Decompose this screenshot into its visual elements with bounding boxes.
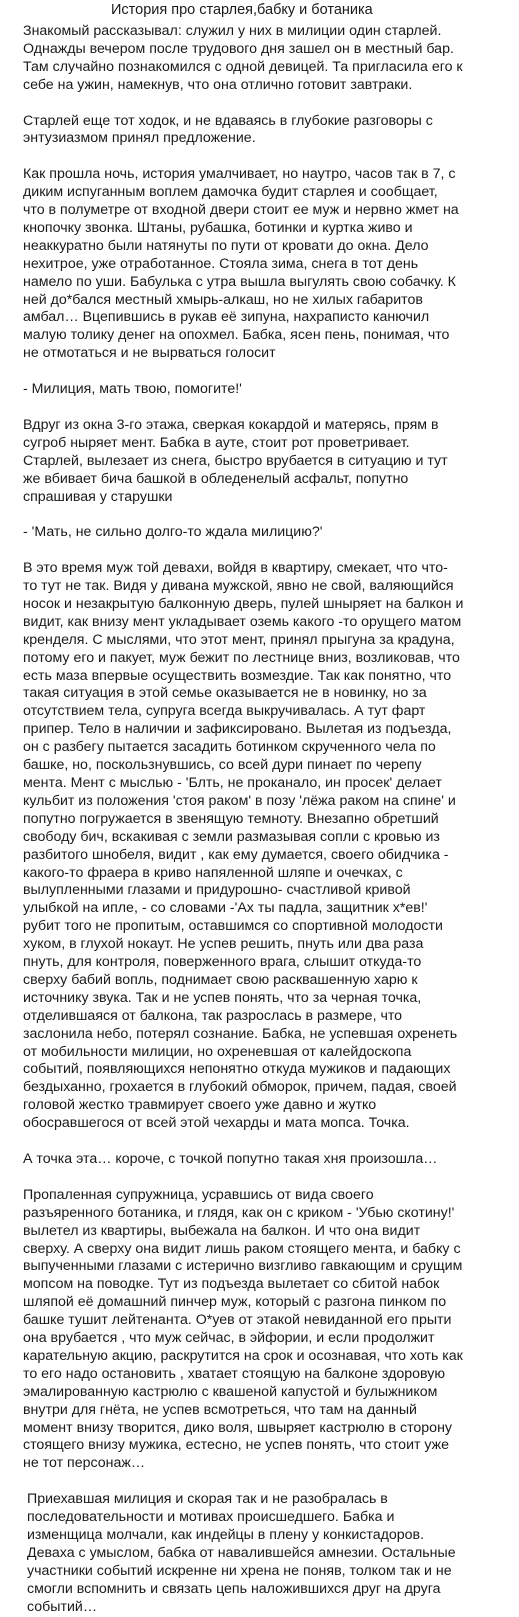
text-line: отсутствием тела, супруга всегда выкручивалась. А тут фарт — [23, 703, 426, 720]
text-line: свободу бич, вскакивая с земли размазывая сопли с кровью из — [23, 828, 440, 845]
text-line: головой жестко травмирует своего уже давно и жутко — [23, 1097, 377, 1114]
text-line: кульбит из положения 'стоя раком' в позу 'лёжа раком на спине' и — [23, 792, 456, 809]
story-body — [23, 23, 509, 1617]
text-line: сугроб ныряет мент. Бабка в ауте, стоит рот проветривает. — [23, 434, 410, 451]
text-line: изменщица молчали, как индейцы в плену у конкистадоров. — [27, 1526, 425, 1543]
text-line: энтузиазмом принял предложение. — [23, 130, 256, 147]
text-line: Старлей, вылезает из снега, быстро врубается в ситуацию и тут — [23, 452, 448, 469]
story-paragraph — [23, 1187, 509, 1474]
text-line: бездыханно, грохается в глубокий обморок, причем, падая, своей — [23, 1079, 457, 1096]
text-line: башке, но, поскользнувшись, со всей дури пинает по черепу — [23, 757, 422, 774]
text-line: нехитрое, уже отработанное. Стояла зима, снега в тот день — [23, 255, 419, 272]
text-line: Вдруг из окна 3-го этажа, сверкая кокардой и матерясь, прям в — [23, 416, 439, 433]
story-paragraph — [23, 113, 509, 149]
text-line: он с разбегу пытается засадить ботинком скрученного чела по — [23, 739, 436, 756]
text-line: момент внизу творится, дико воля, швыряет кастрюлю в сторону — [23, 1419, 453, 1436]
text-line: она врубается , что муж сейчас, в эйфории, и если продолжит — [23, 1330, 435, 1347]
text-line: видит, как внизу мент укладывает оземь какого -то орущего матом — [23, 613, 462, 630]
text-line: амбал… Вцепившись в рукав её зипуна, нахраписто канючил — [23, 309, 430, 326]
text-line: такая ситуация в этой семье оказывается не в новинку, но за — [23, 685, 427, 702]
text-line: заслонила небо, потерял сознание. Бабка, не успевшая охренеть — [23, 1025, 458, 1042]
story-paragraph — [23, 524, 509, 542]
text-line: Знакомый рассказывал: служил у них в милиции один старлей. — [23, 23, 442, 39]
text-line: неаккуратно были натянуты по пути от кровати до окна. Дело — [23, 237, 429, 254]
text-line: смогли вспомнить и связать цепь наложившихся друг на друга — [27, 1580, 441, 1597]
text-line: карательную акцию, раскрутится на срок и осознавая, что хоть как — [23, 1347, 463, 1364]
text-line: улыбкой на ипле, - со словами -'Ах ты падла, защитник х*ев!' — [23, 900, 428, 917]
story-paragraph — [23, 23, 509, 95]
text-line: пнуть, для контроля, поверженного врага, слышит откуда-то — [23, 954, 422, 971]
story-paragraph — [23, 417, 509, 507]
story-title: История про старлея,бабку и ботаника — [111, 2, 373, 18]
text-line: не отмотаться и не вырваться голосит — [23, 345, 276, 362]
text-line: хуком, в глухой нокаут. Не успев решить, пнуть или два раза — [23, 936, 424, 953]
text-line: от мобильности милиции, но охреневшая от калейдоскопа — [23, 1043, 412, 1060]
text-line: внутри для гнёта, не успев всмотреться, что там на данный — [23, 1401, 417, 1418]
text-line: - 'Мать, не сильно долго-то ждала милицию?' — [23, 524, 323, 541]
text-line: Деваха с умыслом, бабка от навалившейся амнезии. Остальные — [27, 1544, 456, 1561]
text-line: кренделя. С мыслями, что этот мент, принял прыгуна за крадуна, — [23, 631, 455, 648]
text-line: мента. Мент с мыслью - 'Блть, не проканало, ин просек' делает — [23, 774, 442, 791]
text-line: какого-то фраера в криво напяленной шляпе и очечках, с — [23, 864, 403, 881]
text-line: башке тушит лейтенанта. О*уев от этакой невиданной его прыти — [23, 1312, 452, 1329]
text-line: А точка эта… короче, с точкой попутно такая хня произошла… — [23, 1150, 438, 1167]
text-line: Старлей еще тот ходок, и не вдаваясь в глубокие разговоры с — [23, 112, 433, 129]
text-line: сверху бабий вопль, поднимает свою расквашенную харю к — [23, 971, 418, 988]
text-line: то его надо остановить , хватает стоящую на балконе здоровую — [23, 1365, 446, 1382]
story-paragraph — [23, 381, 509, 399]
text-line: ней до*бался местный хмырь-алкаш, но не хилых габаритов — [23, 291, 423, 308]
text-line: разъяренного ботаника, и глядя, как он с криком - 'Убью скотину!' — [23, 1204, 455, 1221]
text-line: эмалированную кастрюлю с квашеной капустой и булыжником — [23, 1383, 438, 1400]
text-line: Приехавшая милиция и скорая так и не разобралась в — [27, 1491, 388, 1508]
story-paragraph — [23, 1151, 509, 1169]
text-line: то тут не так. Видя у дивана мужской, явно не свой, валяющийся — [23, 578, 454, 594]
text-line: малую толику денег на опохмел. Бабка, ясен пень, понимая, что — [23, 327, 450, 344]
text-line: себе на ужин, намекнув, что она отлично готовит завтраки. — [23, 76, 413, 93]
text-line: спрашивая у старушки — [23, 488, 173, 505]
text-line: обосравшегося от всей этой чехарды и мата мопса. Точка. — [23, 1115, 410, 1132]
text-line: вылупленными глазами и придурошно- счастливой кривой — [23, 882, 411, 899]
text-line: припер. Тело в наличии и зафиксировано. Вылетая из подъезда, — [23, 721, 452, 738]
text-line: событий, появляющихся непонятно откуда мужиков и падающих — [23, 1061, 451, 1078]
text-line: намело по уши. Бабулька с утра вышла выгулять свою собачку. К — [23, 273, 456, 290]
text-line: событий… — [27, 1598, 98, 1615]
text-line: кнопочку звонка. Штаны, рубашка, ботинки и куртка живо и — [23, 219, 413, 236]
text-line: что в полуметре от входной двери стоит ее муж и нервно жмет на — [23, 202, 459, 219]
text-line: последовательности и мотивах происшедшего. Бабка и — [27, 1509, 395, 1526]
text-line: Пропаленная супружница, усравшись от вида своего — [23, 1186, 374, 1203]
text-line: мопсом на поводке. Тут из подъезда вылетает со сбитой набок — [23, 1276, 440, 1293]
text-line: Как прошла ночь, история умалчивает, но наутро, часов так в 7, с — [23, 166, 456, 183]
text-line: - Милиция, мать твою, помогите!' — [23, 381, 242, 398]
text-line: стоящего внизу мужика, естесно, не успев понять, что стоит уже — [23, 1437, 450, 1454]
story-paragraph — [23, 560, 509, 1133]
text-line: рубит того не пропитым, оставшимся со спортивной молодости — [23, 918, 443, 935]
text-line: разбитого шнобеля, видит , как ему думается, своего обидчика - — [23, 846, 449, 863]
text-line: источнику звука. Так и не успев понять, что за черная точка, — [23, 989, 422, 1006]
text-line: носок и незакрытую балконную дверь, пулей шныряет на балкон и — [23, 595, 464, 612]
text-line: вылетел из квартиры, выбежала на балкон. И что она видит — [23, 1222, 421, 1239]
story-paragraph — [23, 1491, 509, 1616]
text-line: выпученными глазами с истерично визгливо гавкающим и срущим — [23, 1258, 463, 1275]
text-line: В это время муж той девахи, войдя в квартиру, смекает, что что- — [23, 560, 448, 577]
story-paragraph — [23, 166, 509, 363]
text-line: диким испуганным воплем дамочка будит старлея и сообщает, — [23, 184, 438, 201]
text-line: отделившаяся от балкона, так разрослась в размере, что — [23, 1007, 403, 1024]
text-line: Однажды вечером после трудового дня зашел он в местный бар. — [23, 40, 454, 57]
text-line: Там случайно познакомился с одной девицей. Та пригласила его к — [23, 58, 463, 75]
text-line: же вбивает бича башкой в обледенелый асфальт, попутно — [23, 470, 409, 487]
text-line: не тот персонаж… — [23, 1455, 146, 1472]
text-line: потому его и пакует, муж бежит по лестнице вниз, возликовав, что — [23, 649, 460, 666]
text-line: шляпой её домашний пинчер муж, который с разгона пинком по — [23, 1294, 447, 1311]
text-line: есть маза впервые осуществить возмездие. Так как понятно, что — [23, 667, 452, 684]
text-line: сверху. А сверху она видит лишь раком стоящего мента, и бабку с — [23, 1240, 461, 1257]
text-line: участники событий искренне ни хрена не поняв, толком так и не — [27, 1562, 452, 1579]
text-line: попутно погружается в звенящую темноту. Внезапно обретший — [23, 810, 439, 827]
